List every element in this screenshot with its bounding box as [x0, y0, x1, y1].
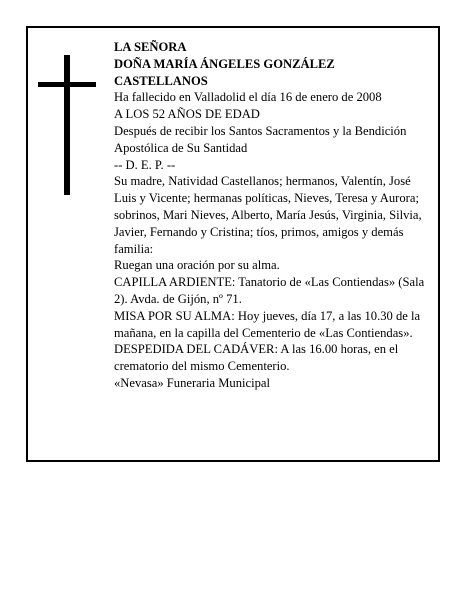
death-statement: Ha fallecido en Valladolid el día 16 de enero de 2008	[114, 90, 382, 105]
obituary-text	[114, 39, 426, 392]
mass-info: MISA POR SU ALMA: Hoy jueves, día 17, a las 10.30 de la mañana, en la capilla del Cementerio de «Las Contiendas».	[114, 308, 421, 340]
family-list: Su madre, Natividad Castellanos; hermanos, Valentín, José Luis y Vicente; hermanas políticas, Nieves, Teresa y Aurora; sobrinos, Mari Nieves, Alberto, María Jesús, Virginia, Silvia, Javier, Fernando y Cristina; tíos, primos, amigos y demás familia:	[114, 174, 422, 256]
chapel-info: CAPILLA ARDIENTE: Tanatorio de «Las Contiendas» (Sala 2). Avda. de Gijón, nº 71.	[114, 275, 425, 306]
dep-line: -- D. E. P. --	[114, 157, 176, 172]
cross-icon	[64, 55, 70, 195]
funeral-home: «Nevasa» Funeraria Municipal	[114, 375, 270, 390]
cross-icon-crossbar	[38, 82, 96, 87]
notice-heading: LA SEÑORA	[114, 40, 187, 54]
age-statement: A LOS 52 AÑOS DE EDAD	[114, 107, 260, 122]
farewell-info: DESPEDIDA DEL CADÁVER: A las 16.00 horas, en el crematorio del mismo Cementerio.	[114, 342, 399, 374]
sacraments-statement: Después de recibir los Santos Sacramentos y la Bendición Apostólica de Su Santidad	[114, 123, 407, 155]
prayer-request: Ruegan una oración por su alma.	[114, 258, 280, 273]
deceased-name: DOÑA MARÍA ÁNGELES GONZÁLEZ CASTELLANOS	[114, 56, 335, 88]
